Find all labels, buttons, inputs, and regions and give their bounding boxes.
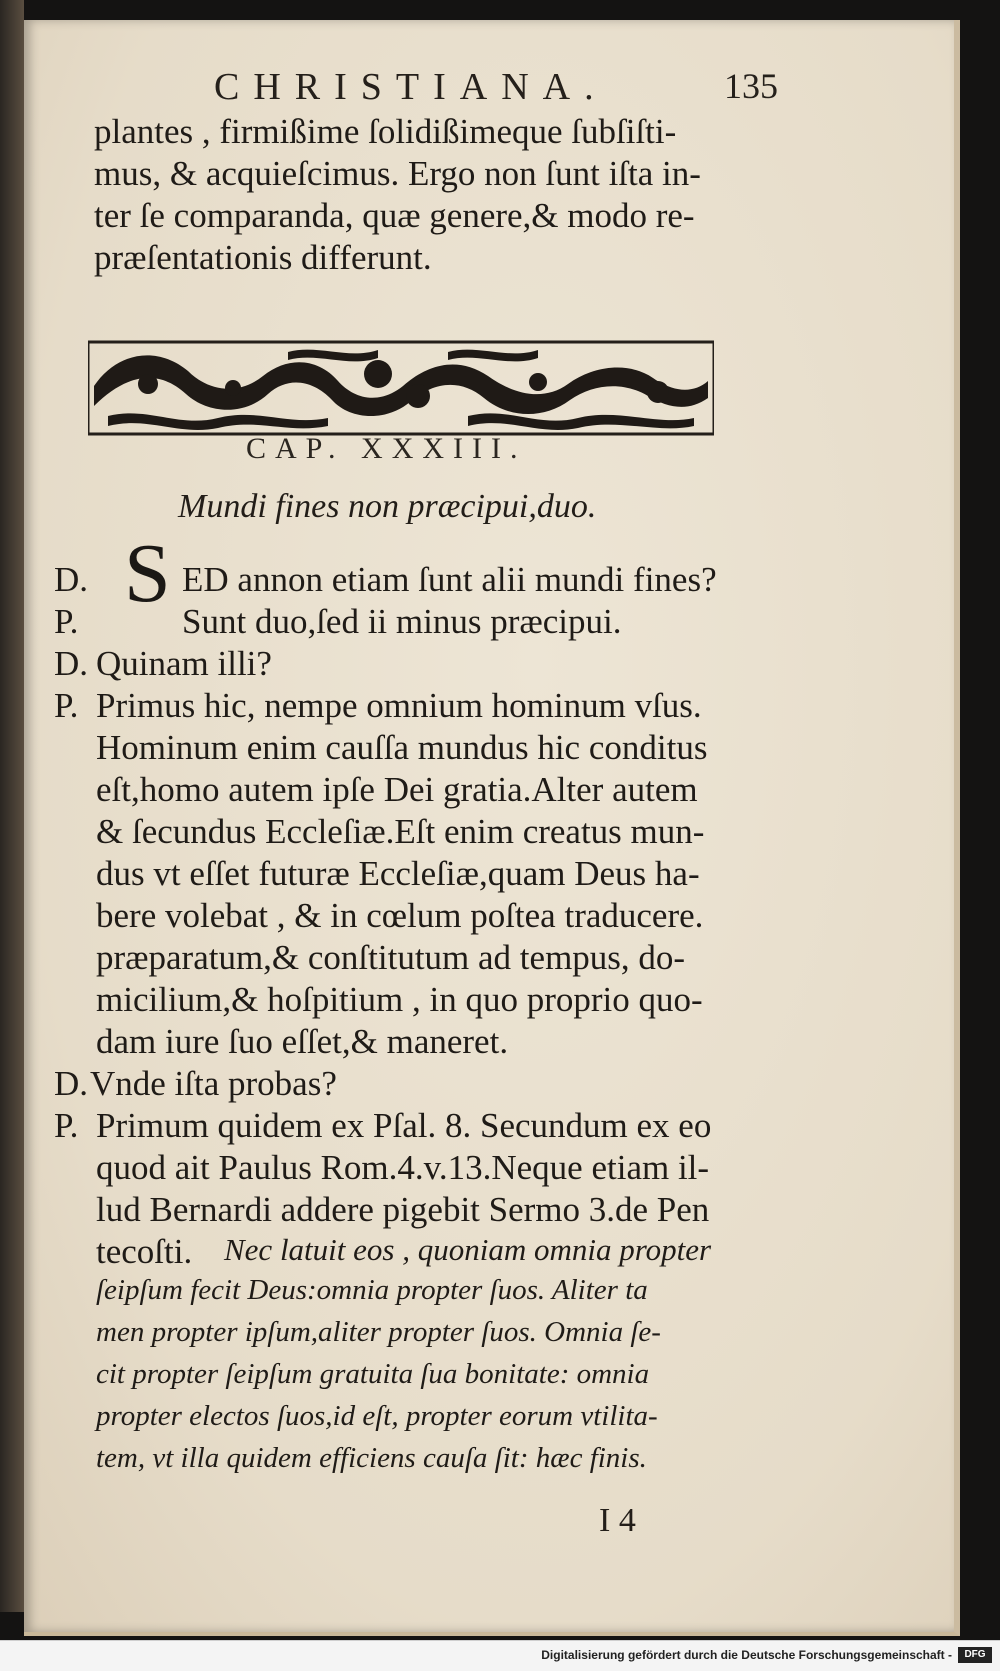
speaker-label: P.: [54, 686, 79, 725]
quote-line: cit propter ſeipſum gratuita ſua bonitate: omnia: [96, 1358, 650, 1390]
dropcap: S: [124, 527, 171, 620]
footer-credit: Digitalisierung gefördert durch die Deutsche Forschungsgemeinschaft -: [541, 1648, 952, 1662]
quote-line: ſeipſum fecit Deus:omnia propter ſuos. Aliter ta: [96, 1274, 648, 1306]
dialogue-line: Sunt duo,ſed ii minus præcipui.: [182, 602, 622, 641]
dialogue-line: & ſecundus Eccleſiæ.Eſt enim creatus mun-: [96, 812, 705, 851]
dialogue-line: Primum quidem ex Pſal. 8. Secundum ex eo: [96, 1106, 712, 1145]
dialogue-line: micilium,& hoſpitium , in quo proprio quo-: [96, 980, 703, 1019]
speaker-label: D.: [54, 644, 89, 683]
signature-mark: I 4: [599, 1502, 636, 1539]
page-number: 135: [724, 66, 778, 106]
dialogue-line: eſt,homo autem ipſe Dei gratia.Alter autem: [96, 770, 698, 809]
chapter-heading: CAP. XXXIII.: [246, 432, 527, 465]
top-paragraph-line: plantes , firmißime ſolidißimeque ſubſiſti-: [94, 112, 677, 151]
speaker-label: P.: [54, 602, 79, 641]
dialogue-line: Primus hic, nempe omnium hominum vſus.: [96, 686, 702, 725]
dialogue-line: bere volebat , & in cœlum poſtea traducere.: [96, 896, 704, 935]
book-page: [24, 20, 960, 1636]
dialogue-line: tecoſti.: [96, 1232, 193, 1271]
running-title: CHRISTIANA.: [214, 66, 608, 108]
dialogue-line: Quinam illi?: [96, 644, 272, 683]
quote-line: propter electos ſuos,id eſt, propter eorum vtilita-: [96, 1400, 658, 1432]
dialogue-line: quod ait Paulus Rom.4.v.13.Neque etiam il-: [96, 1148, 710, 1187]
woodcut-headpiece-ornament: [88, 336, 714, 440]
top-paragraph-line: mus, & acquieſcimus. Ergo non ſunt iſta in-: [94, 154, 701, 193]
book-spine-shadow: [0, 0, 24, 1612]
top-paragraph-line: ter ſe comparanda, quæ genere,& modo re-: [94, 196, 695, 235]
dialogue-line: dam iure ſuo eſſet,& maneret.: [96, 1022, 509, 1061]
top-paragraph-line: præſentationis differunt.: [94, 238, 432, 277]
dialogue-line: lud Bernardi addere pigebit Sermo 3.de Pen: [96, 1190, 710, 1229]
page-header: [24, 20, 954, 108]
dfg-logo-icon: DFG: [958, 1647, 992, 1663]
quote-line: tem, vt illa quidem efficiens cauſa ſit: hæc finis.: [96, 1442, 647, 1474]
speaker-label: D.: [54, 1064, 89, 1103]
dialogue-line: dus vt eſſet futuræ Eccleſiæ,quam Deus ha-: [96, 854, 700, 893]
quote-line: men propter ipſum,aliter propter ſuos. Omnia ſe-: [96, 1316, 661, 1348]
dialogue-line: præparatum,& conſtitutum ad tempus, do-: [96, 938, 686, 977]
speaker-label: D.: [54, 560, 89, 599]
quote-line: Nec latuit eos , quoniam omnia propter: [224, 1232, 712, 1267]
dialogue-line: Vnde iſta probas?: [90, 1064, 337, 1103]
dialogue-line: ED annon etiam ſunt alii mundi fines?: [182, 560, 717, 599]
dialogue-line: Hominum enim cauſſa mundus hic conditus: [96, 728, 708, 767]
speaker-label: P.: [54, 1106, 79, 1145]
chapter-subtitle: Mundi fines non præcipui,duo.: [178, 488, 597, 525]
digitization-footer: [0, 1640, 1000, 1671]
